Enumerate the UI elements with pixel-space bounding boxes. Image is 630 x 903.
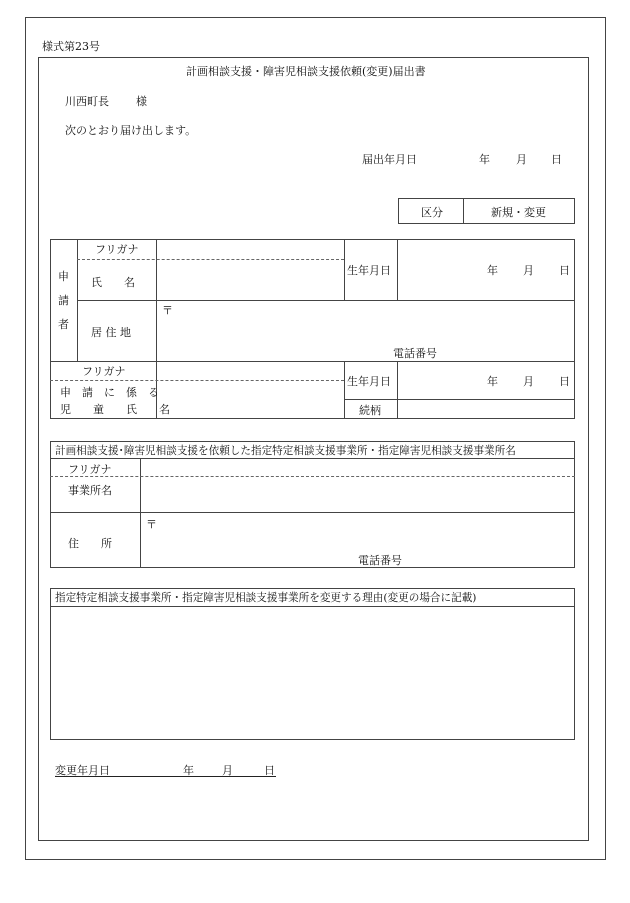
child-furigana-field[interactable] bbox=[160, 364, 340, 378]
applicant-side-label-1: 申 bbox=[58, 270, 69, 283]
reason-header-bottom bbox=[50, 606, 575, 607]
change-date-year[interactable]: 年 bbox=[183, 764, 194, 777]
child-birthdate-label: 生年月日 bbox=[347, 375, 391, 388]
applicant-address-bottom bbox=[50, 361, 575, 362]
child-name-label-2: 児 童 氏 名 bbox=[60, 403, 170, 416]
reason-field[interactable] bbox=[53, 609, 572, 737]
notify-date-day[interactable]: 日 bbox=[551, 153, 562, 166]
applicant-address-label: 居 住 地 bbox=[91, 326, 131, 339]
applicant-furigana-label: フリガナ bbox=[95, 243, 139, 256]
change-date-day[interactable]: 日 bbox=[264, 764, 275, 777]
applicant-side-label-2: 請 bbox=[58, 294, 69, 307]
applicant-name-bottom bbox=[77, 300, 575, 301]
child-relation-field[interactable] bbox=[401, 402, 571, 417]
form-title: 計画相談支援・障害児相談支援依頼(変更)届出書 bbox=[186, 65, 426, 78]
birthdate-divider-left bbox=[344, 239, 345, 300]
office-name-bottom bbox=[50, 512, 575, 513]
applicant-phone-label: 電話番号 bbox=[393, 347, 437, 360]
applicant-furigana-dash bbox=[77, 259, 344, 260]
office-address-field[interactable] bbox=[144, 530, 570, 552]
applicant-birth-month[interactable]: 月 bbox=[523, 264, 534, 277]
applicant-birth-day[interactable]: 日 bbox=[559, 264, 570, 277]
child-furigana-dash bbox=[50, 380, 344, 381]
office-furigana-dash bbox=[50, 476, 575, 477]
child-relation-label: 続柄 bbox=[359, 404, 381, 417]
office-phone-label: 電話番号 bbox=[358, 554, 402, 567]
child-name-field[interactable] bbox=[160, 384, 340, 416]
reason-header: 指定特定相談支援事業所・指定障害児相談支援事業所を変更する理由(変更の場合に記載) bbox=[55, 592, 477, 604]
applicant-name-field[interactable] bbox=[160, 263, 340, 297]
child-birthdate-divider-left bbox=[344, 361, 345, 419]
child-birth-month[interactable]: 月 bbox=[523, 375, 534, 388]
office-furigana-label: フリガナ bbox=[68, 463, 112, 476]
child-birthdate-divider-right bbox=[397, 361, 398, 419]
applicant-side-label-3: 者 bbox=[58, 318, 69, 331]
applicant-birthdate-label: 生年月日 bbox=[347, 264, 391, 277]
addressee: 川西町長 bbox=[65, 95, 109, 108]
classification-label: 区分 bbox=[421, 206, 443, 219]
applicant-furigana-field[interactable] bbox=[160, 243, 340, 257]
applicant-birth-year[interactable]: 年 bbox=[487, 264, 498, 277]
classification-value[interactable]: 新規・変更 bbox=[491, 206, 546, 219]
notify-date-month[interactable]: 月 bbox=[516, 153, 527, 166]
child-birth-bottom bbox=[344, 399, 575, 400]
office-header: 計画相談支援･障害児相談支援を依頼した指定特定相談支援事業所・指定障害児相談支援事業所名 bbox=[55, 445, 516, 457]
change-date-label: 変更年月日 bbox=[55, 764, 110, 777]
child-birth-year[interactable]: 年 bbox=[487, 375, 498, 388]
child-birth-day[interactable]: 日 bbox=[559, 375, 570, 388]
office-name-label: 事業所名 bbox=[68, 484, 112, 497]
intro-text: 次のとおり届け出します。 bbox=[65, 124, 197, 137]
office-label-divider bbox=[140, 458, 141, 568]
office-address-label: 住 所 bbox=[68, 537, 112, 550]
office-furigana-field[interactable] bbox=[144, 461, 570, 474]
office-header-bottom bbox=[50, 458, 575, 459]
applicant-postal-mark: 〒 bbox=[162, 304, 173, 317]
child-name-label-1: 申 請 に 係 る bbox=[60, 386, 159, 399]
applicant-address-field[interactable] bbox=[160, 318, 570, 344]
notify-date-label: 届出年月日 bbox=[362, 153, 417, 166]
birthdate-divider-right bbox=[397, 239, 398, 300]
child-furigana-label: フリガナ bbox=[82, 365, 126, 378]
honorific: 様 bbox=[136, 95, 147, 108]
form-number: 様式第23号 bbox=[42, 40, 100, 53]
notify-date-year[interactable]: 年 bbox=[479, 153, 490, 166]
classification-divider bbox=[463, 198, 464, 224]
office-name-field[interactable] bbox=[144, 480, 570, 510]
office-postal-mark: 〒 bbox=[146, 518, 157, 531]
change-date-month[interactable]: 月 bbox=[222, 764, 233, 777]
applicant-name-label: 氏 名 bbox=[91, 276, 135, 289]
